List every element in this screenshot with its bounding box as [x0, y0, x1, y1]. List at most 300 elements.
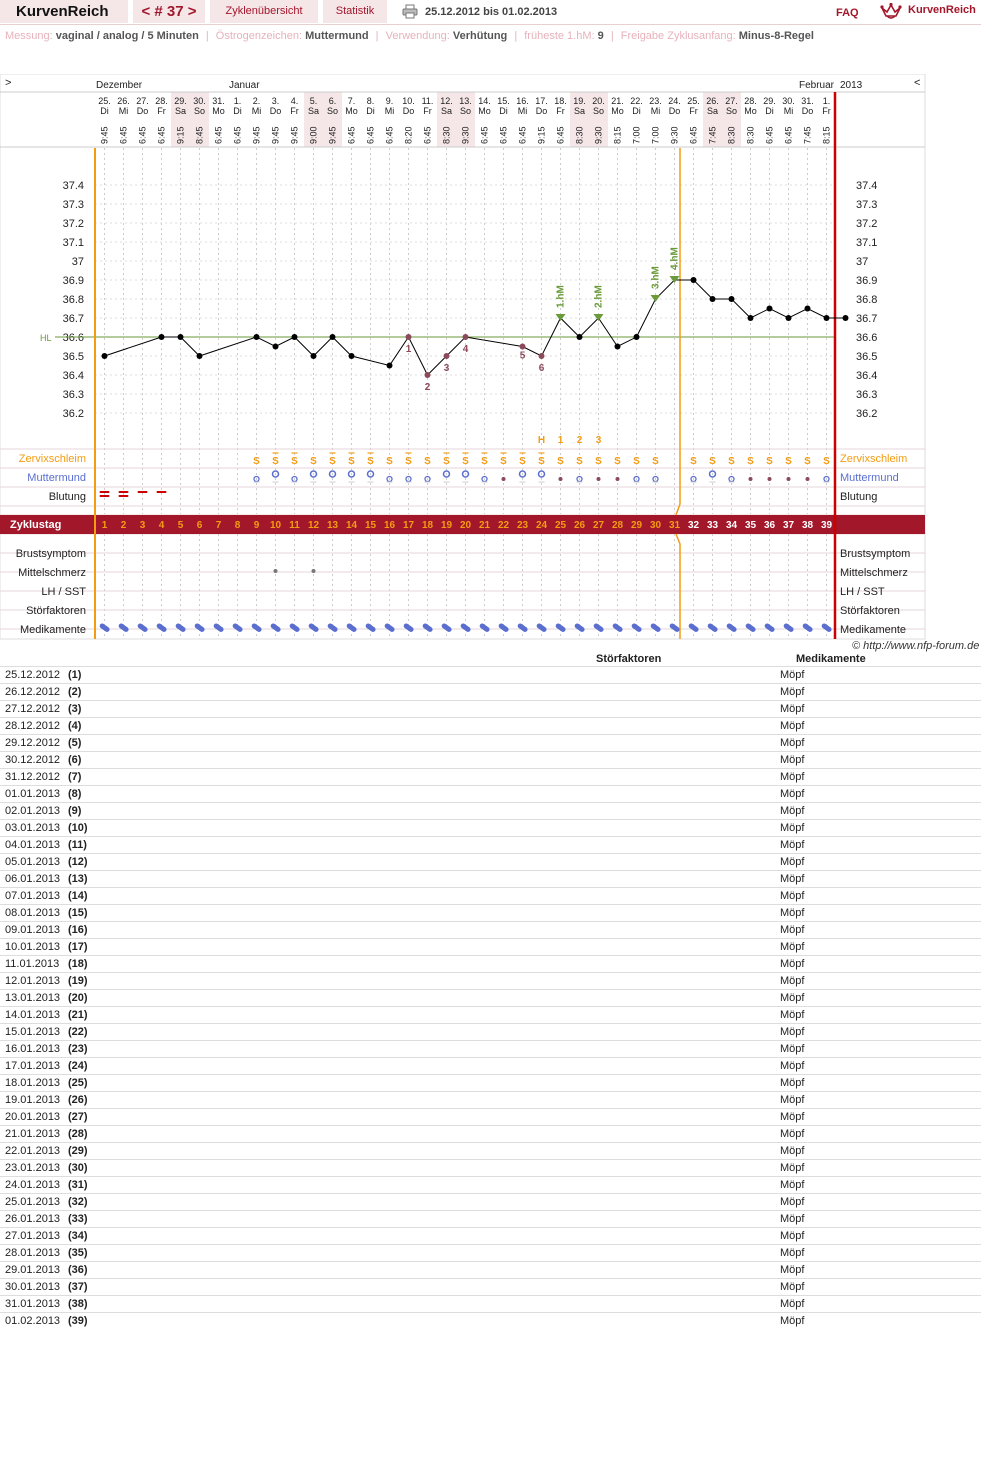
mucus-symbol: S	[291, 456, 298, 467]
y-tick-left: 37.4	[62, 180, 84, 192]
day-number: 28.	[744, 96, 757, 106]
day-number: 24.	[668, 96, 681, 106]
measure-time: 9:45	[327, 126, 338, 144]
row-medication: Möpf	[780, 1060, 805, 1072]
low-point-marker	[406, 334, 412, 340]
row-medication: Möpf	[780, 975, 805, 987]
weekday-label: Sa	[440, 106, 453, 116]
measure-time: 8:30	[574, 126, 585, 144]
row-date: 05.01.2013	[5, 856, 61, 868]
mucus-symbol: S	[367, 456, 374, 467]
row-date: 14.01.2013	[5, 1009, 61, 1021]
measure-value: vaginal / analog / 5 Minuten	[55, 30, 199, 42]
day-number: 31.	[801, 96, 814, 106]
row-date: 19.01.2013	[5, 1094, 61, 1106]
cycle-day-number: 20	[459, 520, 472, 531]
low-point-marker	[520, 344, 526, 350]
row-cycle-day: (24)	[68, 1060, 88, 1072]
row-medication: Möpf	[780, 1026, 805, 1038]
cycle-day-number: 6	[196, 520, 203, 531]
measure-time: 9:30	[593, 126, 604, 144]
table-row	[0, 1278, 981, 1295]
row-label-mittelschmerz: Mittelschmerz	[18, 567, 86, 579]
use-value: Verhütung	[452, 30, 508, 42]
weekday-label: Do	[269, 106, 282, 116]
separator: |	[205, 30, 209, 42]
day-number: 12.	[440, 96, 453, 106]
mucus-symbol: S	[690, 456, 697, 467]
cycle-day-number: 13	[326, 520, 339, 531]
table-row	[0, 751, 981, 768]
day-number: 1.	[233, 96, 242, 106]
mucus-symbol: S	[500, 456, 507, 467]
brand-right-name[interactable]: KurvenReich	[908, 4, 976, 16]
weekday-label: Sa	[573, 106, 586, 116]
mucus-symbol: S	[747, 456, 754, 467]
row-medication: Möpf	[780, 873, 805, 885]
table-header-stoerfaktoren: Störfaktoren	[596, 653, 662, 665]
table-row	[0, 717, 981, 734]
bleeding-mark	[100, 495, 110, 497]
weekday-label: So	[459, 106, 472, 116]
table-row	[0, 1023, 981, 1040]
row-cycle-day: (7)	[68, 771, 82, 783]
row-date: 16.01.2013	[5, 1043, 61, 1055]
y-tick-right: 36.5	[856, 351, 878, 363]
low-point-label: 4	[462, 344, 469, 355]
cycle-day-number: 3	[139, 520, 146, 531]
table-row	[0, 768, 981, 785]
row-cycle-day: (22)	[68, 1026, 88, 1038]
row-medication: Möpf	[780, 754, 805, 766]
row-cycle-day: (19)	[68, 975, 88, 987]
row-cycle-day: (5)	[68, 737, 82, 749]
row-cycle-day: (32)	[68, 1196, 88, 1208]
separator: |	[514, 30, 518, 42]
row-date: 06.01.2013	[5, 873, 61, 885]
table-row	[0, 1125, 981, 1142]
row-cycle-day: (26)	[68, 1094, 88, 1106]
row-label-right-blutung: Blutung	[840, 491, 878, 503]
temperature-point	[197, 353, 203, 359]
mucus-symbol: S	[614, 456, 621, 467]
day-number: 18.	[554, 96, 567, 106]
low-point-label: 5	[519, 350, 526, 362]
row-medication: Möpf	[780, 1213, 805, 1225]
cycle-day-number: 17	[402, 520, 415, 531]
y-tick-left: 36.5	[62, 351, 84, 363]
row-date: 18.01.2013	[5, 1077, 61, 1089]
measure-time: 8:20	[403, 126, 414, 144]
weekday-label: Mo	[345, 106, 358, 116]
row-date: 31.01.2013	[5, 1298, 61, 1310]
row-date: 10.01.2013	[5, 941, 61, 953]
row-label-right-mittelschmerz: Mittelschmerz	[840, 567, 908, 579]
row-date: 30.01.2013	[5, 1281, 61, 1293]
row-medication: Möpf	[780, 686, 805, 698]
table-row	[0, 666, 981, 683]
measure-time: 9:30	[460, 126, 471, 144]
row-date: 02.01.2013	[5, 805, 61, 817]
cycle-day-number: 12	[307, 520, 320, 531]
row-cycle-day: (1)	[68, 669, 82, 681]
temperature-point	[729, 296, 735, 302]
temperature-point	[292, 334, 298, 340]
mucus-symbol: S	[652, 456, 659, 467]
cycle-day-number: 27	[592, 520, 605, 531]
row-cycle-day: (25)	[68, 1077, 88, 1089]
cycle-day-number: 35	[744, 520, 757, 531]
low-point-marker	[539, 353, 545, 359]
row-cycle-day: (13)	[68, 873, 88, 885]
day-number: 14.	[478, 96, 491, 106]
row-medication: Möpf	[780, 1077, 805, 1089]
table-row	[0, 1159, 981, 1176]
weekday-label: Mi	[783, 106, 794, 116]
cycle-day-number: 31	[668, 520, 681, 531]
row-date: 29.01.2013	[5, 1264, 61, 1276]
temperature-point	[767, 306, 773, 312]
temperature-point	[178, 334, 184, 340]
row-medication: Möpf	[780, 1111, 805, 1123]
row-date: 28.01.2013	[5, 1247, 61, 1259]
tab-statistics[interactable]: Statistik	[323, 0, 387, 23]
brand-logo[interactable]	[0, 0, 128, 23]
day-number: 25.	[98, 96, 111, 106]
measure-time: 6:45	[479, 126, 490, 144]
coverline-label: HL	[40, 333, 52, 343]
row-label-lh: LH / SST	[41, 586, 86, 598]
mucus-symbol: S	[348, 456, 355, 467]
day-number: 11.	[421, 96, 434, 106]
row-medication: Möpf	[780, 856, 805, 868]
day-number: 27.	[725, 96, 738, 106]
row-label-right-brustsymptom: Brustsymptom	[840, 548, 911, 560]
temperature-point	[311, 353, 317, 359]
measure-time: 6:45	[232, 126, 243, 144]
table-row	[0, 836, 981, 853]
y-tick-right: 37.3	[856, 199, 878, 211]
row-medication: Möpf	[780, 890, 805, 902]
weekday-label: Mi	[650, 106, 661, 116]
cycle-day-number: 38	[801, 520, 814, 531]
cycle-day-number: 1	[101, 520, 108, 531]
table-row	[0, 1193, 981, 1210]
cycle-day-number: 34	[725, 520, 738, 531]
cycle-day-number: 28	[611, 520, 624, 531]
weekday-label: Fr	[689, 106, 698, 116]
day-number: 3.	[271, 96, 280, 106]
temperature-point	[634, 334, 640, 340]
temperature-point	[159, 334, 165, 340]
row-date: 11.01.2013	[5, 958, 60, 970]
temperature-point	[577, 334, 583, 340]
table-row	[0, 802, 981, 819]
row-cycle-day: (9)	[68, 805, 82, 817]
row-medication: Möpf	[780, 958, 805, 970]
measure-time: 8:30	[726, 126, 737, 144]
date-range: 25.12.2012 bis 01.02.2013	[425, 6, 558, 18]
mucus-peak-mark: 2	[576, 435, 583, 446]
y-tick-left: 36.2	[62, 408, 84, 420]
row-cycle-day: (4)	[68, 720, 82, 732]
weekday-label: Sa	[706, 106, 719, 116]
row-cycle-day: (35)	[68, 1247, 88, 1259]
row-cycle-day: (21)	[68, 1009, 88, 1021]
weekday-label: Sa	[174, 106, 187, 116]
cycle-day-number: 22	[497, 520, 510, 531]
row-date: 20.01.2013	[5, 1111, 61, 1123]
y-tick-right: 36.2	[856, 408, 878, 420]
month-label: Februar	[799, 80, 835, 91]
row-label-brustsymptom: Brustsymptom	[15, 548, 86, 560]
row-cycle-day: (20)	[68, 992, 88, 1004]
row-label-right-muttermund: Muttermund	[840, 472, 899, 484]
row-date: 26.12.2012	[5, 686, 61, 698]
measure-time: 8:15	[612, 126, 623, 144]
row-cycle-day: (11)	[68, 839, 87, 851]
row-medication: Möpf	[780, 1315, 805, 1327]
weekday-label: Fr	[822, 106, 831, 116]
cycle-day-number: 18	[421, 520, 434, 531]
table-row	[0, 1210, 981, 1227]
day-number: 26.	[706, 96, 719, 106]
row-cycle-day: (16)	[68, 924, 88, 936]
row-medication: Möpf	[780, 941, 805, 953]
day-number: 29.	[763, 96, 776, 106]
row-label-right-medikamente: Medikamente	[840, 624, 907, 636]
measure-time: 8:30	[441, 126, 452, 144]
cycle-day-number: 29	[630, 520, 643, 531]
measure-time: 7:45	[707, 126, 718, 144]
day-number: 9.	[385, 96, 394, 106]
y-tick-left: 37.1	[62, 237, 84, 249]
nav-next-icon[interactable]: <	[914, 77, 921, 89]
row-medication: Möpf	[780, 669, 805, 681]
cycle-day-number: 19	[440, 520, 453, 531]
y-tick-left: 37.3	[62, 199, 84, 211]
cycle-day-number: 23	[516, 520, 529, 531]
row-label-stoerfaktoren: Störfaktoren	[26, 605, 86, 617]
mucus-symbol: S	[557, 456, 564, 467]
bleeding-mark	[138, 491, 148, 493]
low-point-label: 3	[443, 363, 450, 374]
low-point-marker	[463, 334, 469, 340]
measure-time: 6:45	[498, 126, 509, 144]
cycle-day-number: 39	[820, 520, 833, 531]
y-tick-left: 36.8	[62, 294, 84, 306]
temperature-point	[254, 334, 260, 340]
table-header-medikamente: Medikamente	[796, 653, 866, 665]
row-cycle-day: (23)	[68, 1043, 88, 1055]
row-cycle-day: (15)	[68, 907, 88, 919]
weekday-label: Di	[366, 106, 375, 116]
day-number: 27.	[136, 96, 149, 106]
day-number: 1.	[822, 96, 831, 106]
temperature-point	[330, 334, 336, 340]
day-number: 29.	[174, 96, 187, 106]
row-medication: Möpf	[780, 1043, 805, 1055]
cycle-day-number: 24	[535, 520, 548, 531]
mucus-symbol: S	[804, 456, 811, 467]
measure-time: 6:45	[384, 126, 395, 144]
day-number: 22.	[630, 96, 643, 106]
table-row	[0, 1074, 981, 1091]
row-cycle-day: (27)	[68, 1111, 88, 1123]
weekday-label: Mi	[118, 106, 129, 116]
row-cycle-day: (33)	[68, 1213, 88, 1225]
weekday-label: Di	[499, 106, 508, 116]
nav-prev-icon[interactable]: >	[5, 77, 12, 89]
mucus-symbol: S	[405, 456, 412, 467]
measure-time: 8:30	[745, 126, 756, 144]
row-medication: Möpf	[780, 924, 805, 936]
weekday-label: Mi	[384, 106, 395, 116]
mucus-symbol: S	[728, 456, 735, 467]
y-tick-right: 36.8	[856, 294, 878, 306]
measure-time: 9:45	[289, 126, 300, 144]
y-tick-right: 36.3	[856, 389, 878, 401]
measure-time: 6:45	[346, 126, 357, 144]
use-label: Verwendung:	[385, 30, 450, 42]
row-label-medikamente: Medikamente	[19, 624, 86, 636]
weekday-label: So	[592, 106, 605, 116]
cycle-day-number: 26	[573, 520, 586, 531]
table-row	[0, 1261, 981, 1278]
row-date: 07.01.2013	[5, 890, 61, 902]
release-value: Minus-8-Regel	[738, 30, 814, 42]
year-label: 2013	[840, 80, 863, 91]
weekday-label: Mi	[251, 106, 262, 116]
row-medication: Möpf	[780, 907, 805, 919]
temperature-point	[102, 353, 108, 359]
mucus-symbol: S	[538, 456, 545, 467]
cervix-dot	[787, 477, 791, 481]
y-tick-left: 36.3	[62, 389, 84, 401]
row-medication: Möpf	[780, 703, 805, 715]
measure-time: 6:45	[764, 126, 775, 144]
temperature-point	[805, 306, 811, 312]
table-row	[0, 989, 981, 1006]
row-medication: Möpf	[780, 1094, 805, 1106]
cycle-settings-line	[5, 30, 814, 42]
table-row	[0, 938, 981, 955]
row-medication: Möpf	[780, 1298, 805, 1310]
row-cycle-day: (3)	[68, 703, 82, 715]
cycle-day-number: 33	[706, 520, 719, 531]
weekday-label: So	[193, 106, 206, 116]
mucus-symbol: S	[709, 456, 716, 467]
mucus-symbol: S	[823, 456, 830, 467]
row-label-right-stoerfaktoren: Störfaktoren	[840, 605, 900, 617]
row-date: 31.12.2012	[5, 771, 61, 783]
row-medication: Möpf	[780, 805, 805, 817]
weekday-label: Fr	[556, 106, 565, 116]
row-medication: Möpf	[780, 1281, 805, 1293]
temperature-point	[786, 315, 792, 321]
cycle-day-number: 37	[782, 520, 795, 531]
cervix-dot	[559, 477, 563, 481]
row-date: 17.01.2013	[5, 1060, 61, 1072]
y-tick-right: 36.4	[856, 370, 878, 382]
high-point-label: 4.hM	[669, 247, 681, 270]
cycle-day-number: 7	[215, 520, 222, 531]
measure-time: 9:00	[308, 126, 319, 144]
mucus-symbol: S	[481, 456, 488, 467]
separator: |	[375, 30, 379, 42]
row-date: 13.01.2013	[5, 992, 61, 1004]
mucus-symbol: S	[253, 456, 260, 467]
month-label: Januar	[229, 80, 260, 91]
measure-time: 8:45	[194, 126, 205, 144]
cycle-day-number: 16	[383, 520, 396, 531]
table-row	[0, 1227, 981, 1244]
day-number: 8.	[366, 96, 375, 106]
printer-icon[interactable]	[402, 4, 418, 19]
row-medication: Möpf	[780, 771, 805, 783]
y-tick-right: 37.1	[856, 237, 878, 249]
cycle-day-number: 10	[269, 520, 282, 531]
row-label-blutung: Blutung	[48, 491, 86, 503]
table-row	[0, 972, 981, 989]
measure-time: 6:45	[783, 126, 794, 144]
temperature-point	[387, 363, 393, 369]
cervix-dot	[616, 477, 620, 481]
day-number: 7.	[347, 96, 356, 106]
row-label-zyklustag: Zyklustag	[10, 519, 62, 531]
faq-link[interactable]: FAQ	[836, 7, 859, 19]
copyright-note[interactable]: © http://www.nfp-forum.de	[852, 640, 980, 652]
mucus-symbol: S	[329, 456, 336, 467]
weekday-label: Di	[233, 106, 242, 116]
measure-time: 7:00	[650, 126, 661, 144]
temperature-point	[710, 296, 716, 302]
cycle-selector-tab[interactable]: < # 37 >	[133, 0, 205, 23]
table-row	[0, 904, 981, 921]
y-tick-right: 37	[856, 256, 869, 268]
table-row	[0, 1040, 981, 1057]
row-label-right-lh: LH / SST	[840, 586, 885, 598]
temperature-point	[349, 353, 355, 359]
day-number: 13.	[459, 96, 472, 106]
row-medication: Möpf	[780, 1247, 805, 1259]
measure-time: 6:45	[137, 126, 148, 144]
row-medication: Möpf	[780, 1264, 805, 1276]
row-medication: Möpf	[780, 1162, 805, 1174]
day-number: 26.	[117, 96, 130, 106]
day-number: 16.	[516, 96, 529, 106]
weekday-label: Mo	[478, 106, 491, 116]
y-tick-right: 37.4	[856, 180, 878, 192]
cycle-day-number: 30	[649, 520, 662, 531]
table-row	[0, 921, 981, 938]
mucus-symbol: S	[462, 456, 469, 467]
cervix-dot	[806, 477, 810, 481]
row-medication: Möpf	[780, 737, 805, 749]
row-date: 23.01.2013	[5, 1162, 61, 1174]
estrogen-label: Östrogenzeichen:	[215, 30, 302, 42]
row-cycle-day: (6)	[68, 754, 82, 766]
cycle-day-number: 25	[554, 520, 567, 531]
mucus-symbol: S	[519, 456, 526, 467]
row-cycle-day: (14)	[68, 890, 88, 902]
tab-cycle-overview[interactable]: Zyklenübersicht	[210, 0, 318, 23]
weekday-label: Di	[632, 106, 641, 116]
weekday-label: Mo	[744, 106, 757, 116]
cervix-dot	[502, 477, 506, 481]
row-cycle-day: (12)	[68, 856, 88, 868]
mucus-symbol: S	[424, 456, 431, 467]
